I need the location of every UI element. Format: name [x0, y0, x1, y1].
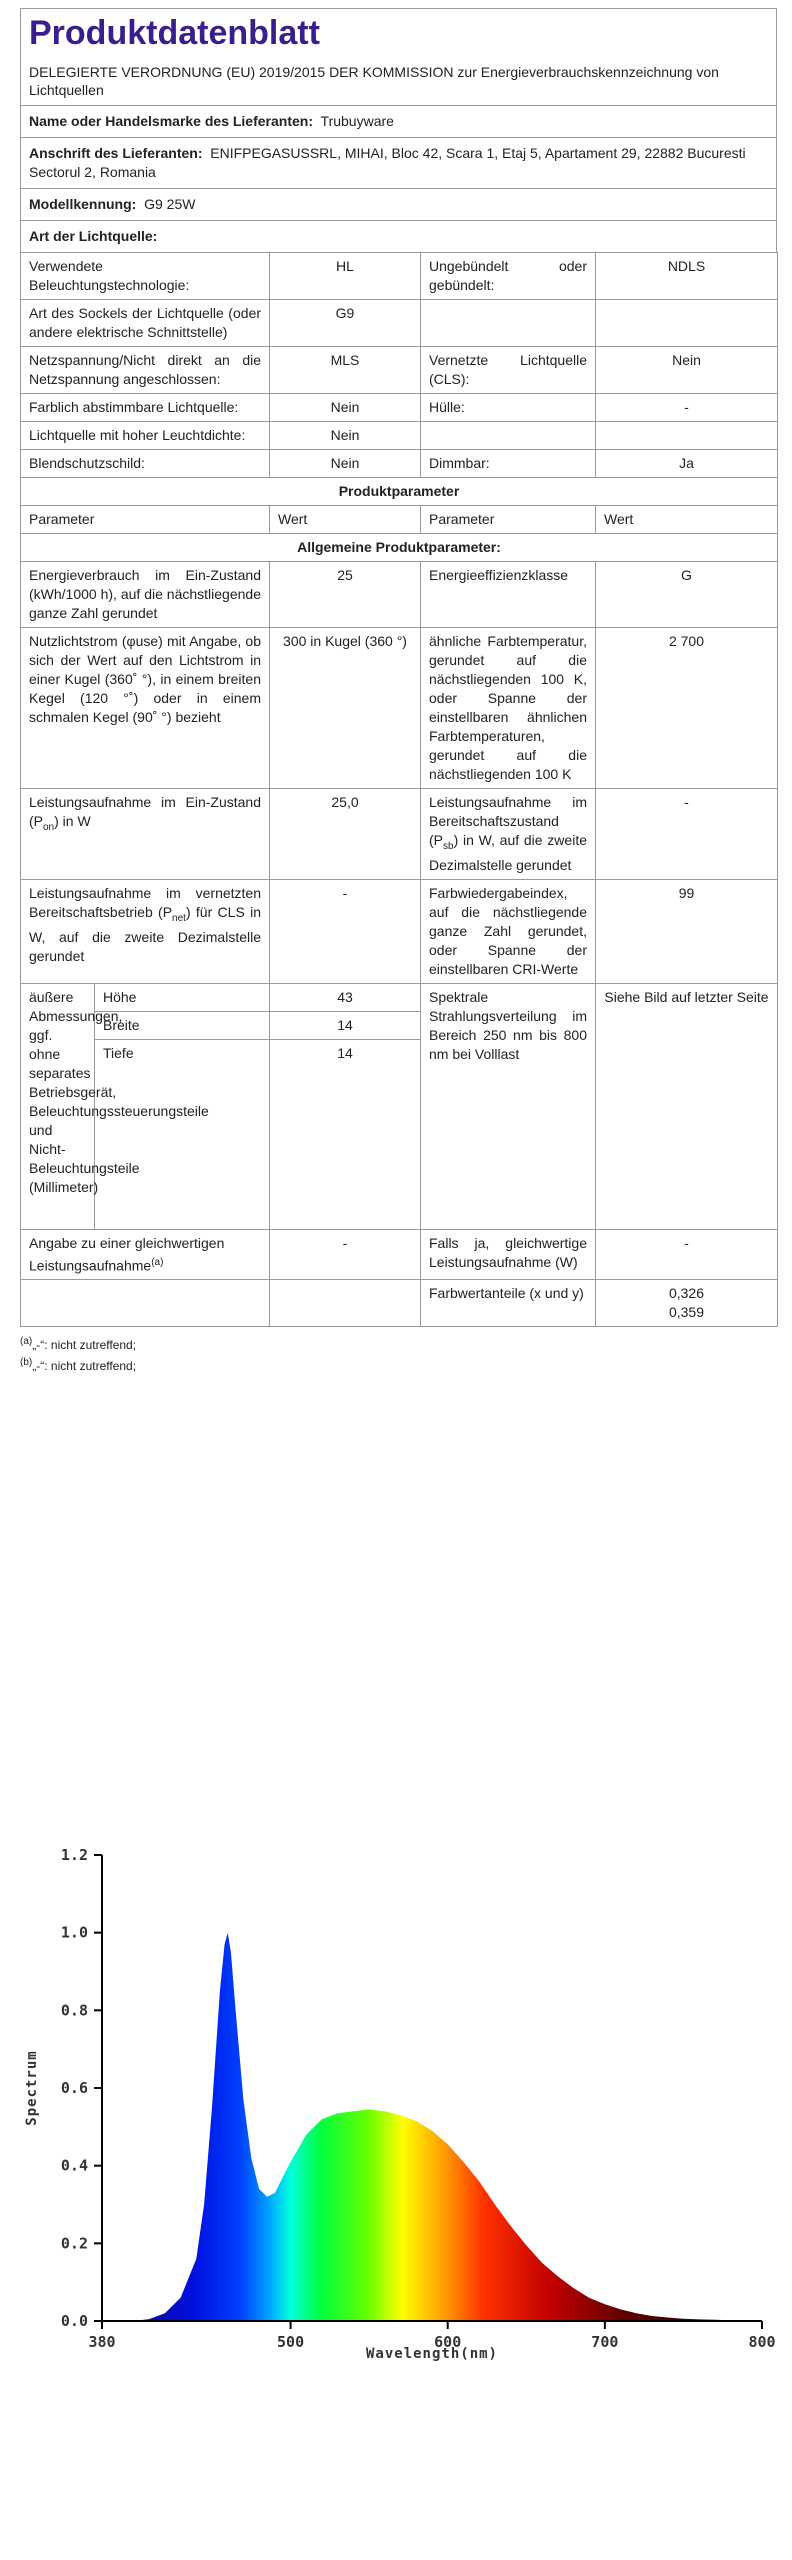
model-row [20, 188, 777, 220]
empty-cell [596, 300, 778, 347]
table-row [21, 253, 778, 300]
col-header-value: Wert [270, 506, 421, 534]
table-row [21, 534, 778, 562]
energy-label: Energieverbrauch im Ein-Zustand (kWh/1000 h), auf die nächstliegende ganze Zahl gerundet [21, 562, 270, 628]
y-axis-label: Spectrum [24, 2050, 40, 2126]
spectral-label: Spektrale Strahlungsverteilung im Bereich 250 nm bis 800 nm bei Volllast [421, 983, 596, 1229]
empty-cell [421, 300, 596, 347]
flux-label: Nutzlichtstrom (φuse) mit Angabe, ob sich der Wert auf den Lichtstrom in einer Kugel (360˚ °), in einem breiten Kegel (120 °˚) oder in einem schmalen Kegel (90˚ °) bezieht [21, 628, 270, 789]
psb-value: - [596, 789, 778, 880]
chromaticity-x: 0,326 [668, 1285, 705, 1302]
table-row [21, 1280, 778, 1327]
cct-value: 2 700 [596, 628, 778, 789]
x-tick-label: 700 [591, 2333, 619, 2351]
mains-label: Netzspannung/Nicht direkt an die Netzspannung angeschlossen: [21, 347, 270, 394]
table-row [21, 347, 778, 394]
address-row [20, 137, 777, 188]
cls-label: Vernetzte Lichtquelle (CLS): [421, 347, 596, 394]
chromaticity-value [596, 1280, 778, 1327]
light-source-type-row [20, 220, 777, 252]
spec-table [20, 252, 778, 1327]
col-header-param: Parameter [21, 506, 270, 534]
energy-value: 25 [270, 562, 421, 628]
table-row [21, 983, 778, 1011]
pon-label: Leistungsaufnahme im Ein-Zustand $(P_{on})$ in W [21, 789, 270, 880]
psb-label: Leistungsaufnahme im Bereitschaftszustand $(P_{sb})$ in W, auf die zweite Dezimalstelle gerundet [421, 789, 596, 880]
footnote-a: $^{(a)}$„-“: nicht zutreffend; [20, 1336, 137, 1353]
width-label: Breite [95, 1011, 270, 1039]
footnote-b: $^{(b)}$„-“: nicht zutreffend; [20, 1357, 137, 1374]
dimensions-label: äußere Abmessungen, ggf. ohne separates Betriebsgerät, Beleuchtungssteuerungsteile und Nicht-Beleuchtungsteile (Millimeter) [21, 983, 95, 1229]
width-value: 14 [270, 1011, 421, 1039]
height-label: Höhe [95, 983, 270, 1011]
y-tick-label: 0.2 [60, 2234, 88, 2253]
tunable-value: Nein [270, 394, 421, 422]
table-row [21, 478, 778, 506]
col-header-param: Parameter [421, 506, 596, 534]
pon-value: 25,0 [270, 789, 421, 880]
equivalent-power-label: Falls ja, gleichwertige Leistungsaufnahme (W) [421, 1229, 596, 1280]
model-value: G9 25W [144, 196, 196, 212]
height-value: 43 [270, 983, 421, 1011]
table-row [21, 1229, 778, 1280]
empty-cell [596, 422, 778, 450]
footnotes [20, 1333, 777, 1375]
energy-class-label: Energieeffizienzklasse [421, 562, 596, 628]
supplier-value: Trubuyware [320, 113, 394, 129]
col-header-value: Wert [596, 506, 778, 534]
x-tick-label: 800 [748, 2333, 776, 2351]
spectrum-chart-svg [14, 1735, 778, 2505]
luminance-value: Nein [270, 422, 421, 450]
flux-value: 300 in Kugel (360 °) [270, 628, 421, 789]
light-source-type-label: Art der Lichtquelle: [29, 228, 158, 244]
table-row [21, 300, 778, 347]
x-tick-label: 380 [88, 2333, 116, 2351]
cri-value: 99 [596, 879, 778, 983]
regulation-subtitle: DELEGIERTE VERORDNUNG (EU) 2019/2015 DER KOMMISSION zur Energieverbrauchskennzeichnung von Lichtquellen [29, 64, 719, 98]
y-tick-label: 0.4 [60, 2156, 88, 2175]
envelope-label: Hülle: [421, 394, 596, 422]
general-params-heading: Allgemeine Produktparameter: [21, 534, 778, 562]
y-tick-label: 1.2 [60, 1846, 88, 1864]
x-tick-label: 500 [277, 2333, 305, 2351]
equivalent-value: - [270, 1229, 421, 1280]
table-row [21, 450, 778, 478]
dimmable-label: Dimmbar: [421, 450, 596, 478]
address-label: Anschrift des Lieferanten: [29, 145, 203, 161]
page-title: Produktdatenblatt [29, 14, 320, 52]
ndls-label: Ungebündelt oder gebündelt: [421, 253, 596, 300]
empty-cell [270, 1280, 421, 1327]
envelope-value: - [596, 394, 778, 422]
table-row [21, 562, 778, 628]
cri-label: Farbwiedergabeindex, auf die nächstliegende ganze Zahl gerundet, oder Spanne der einstellbaren CRI-Werte [421, 879, 596, 983]
depth-value: 14 [270, 1039, 421, 1229]
cls-value: Nein [596, 347, 778, 394]
table-row [21, 506, 778, 534]
pnet-label: Leistungsaufnahme im vernetzten Bereitschaftsbetrieb $(P_{net})$ für CLS in W, auf die zweite Dezimalstelle gerundet [21, 879, 270, 983]
table-row [21, 628, 778, 789]
y-tick-label: 0.8 [60, 2001, 88, 2020]
y-tick-label: 0.6 [60, 2079, 88, 2097]
tunable-label: Farblich abstimmbare Lichtquelle: [21, 394, 270, 422]
model-label: Modellkennung: [29, 196, 137, 212]
product-params-heading: Produktparameter [21, 478, 778, 506]
product-data-sheet [20, 8, 777, 1375]
x-axis-label: Wavelength(nm) [365, 2346, 499, 2362]
table-row [21, 422, 778, 450]
tech-label: Verwendete Beleuchtungstechnologie: [21, 253, 270, 300]
depth-label: Tiefe [95, 1039, 270, 1229]
cct-label: ähnliche Farbtemperatur, gerundet auf die nächstliegenden 100 K, oder Spanne der einstellbaren ähnlichen Farbtemperaturen, gerundet auf die nächstliegenden 100 K [421, 628, 596, 789]
energy-class-value: G [596, 562, 778, 628]
glare-value: Nein [270, 450, 421, 478]
supplier-row [20, 105, 777, 137]
address-value: ENIFPEGASUSSRL, MIHAI, Bloc 42, Scara 1, Etaj 5, Apartament 29, 22882 Bucuresti Sectorul 2, Romania [29, 145, 746, 180]
table-row [21, 789, 778, 880]
x-tick-label: 600 [434, 2333, 462, 2351]
socket-value: G9 [270, 300, 421, 347]
empty-cell [21, 1280, 270, 1327]
chromaticity-label: Farbwertanteile (x und y) [421, 1280, 596, 1327]
table-row [21, 879, 778, 983]
header-box [20, 8, 777, 105]
tech-value: HL [270, 253, 421, 300]
table-row [21, 394, 778, 422]
pnet-value: - [270, 879, 421, 983]
dimmable-value: Ja [596, 450, 778, 478]
ndls-value: NDLS [596, 253, 778, 300]
socket-label: Art des Sockels der Lichtquelle (oder andere elektrische Schnittstelle) [21, 300, 270, 347]
equivalent-power-value: - [596, 1229, 778, 1280]
spectral-value: Siehe Bild auf letzter Seite [596, 983, 778, 1229]
y-tick-label: 0.0 [60, 2312, 88, 2330]
supplier-label: Name oder Handelsmarke des Lieferanten: [29, 113, 313, 129]
y-tick-group [61, 1846, 102, 2330]
empty-cell [421, 422, 596, 450]
mains-value: MLS [270, 347, 421, 394]
equivalent-label: Angabe zu einer gleichwertigen Leistungsaufnahme$^{(a)}$ [21, 1229, 270, 1280]
luminance-label: Lichtquelle mit hoher Leuchtdichte: [21, 422, 270, 450]
spectrum-area [133, 1933, 762, 2321]
y-tick-label: 1.0 [60, 1923, 88, 1942]
spectrum-chart [14, 1735, 778, 2505]
glare-label: Blendschutzschild: [21, 450, 270, 478]
chromaticity-y: 0,359 [668, 1304, 705, 1321]
